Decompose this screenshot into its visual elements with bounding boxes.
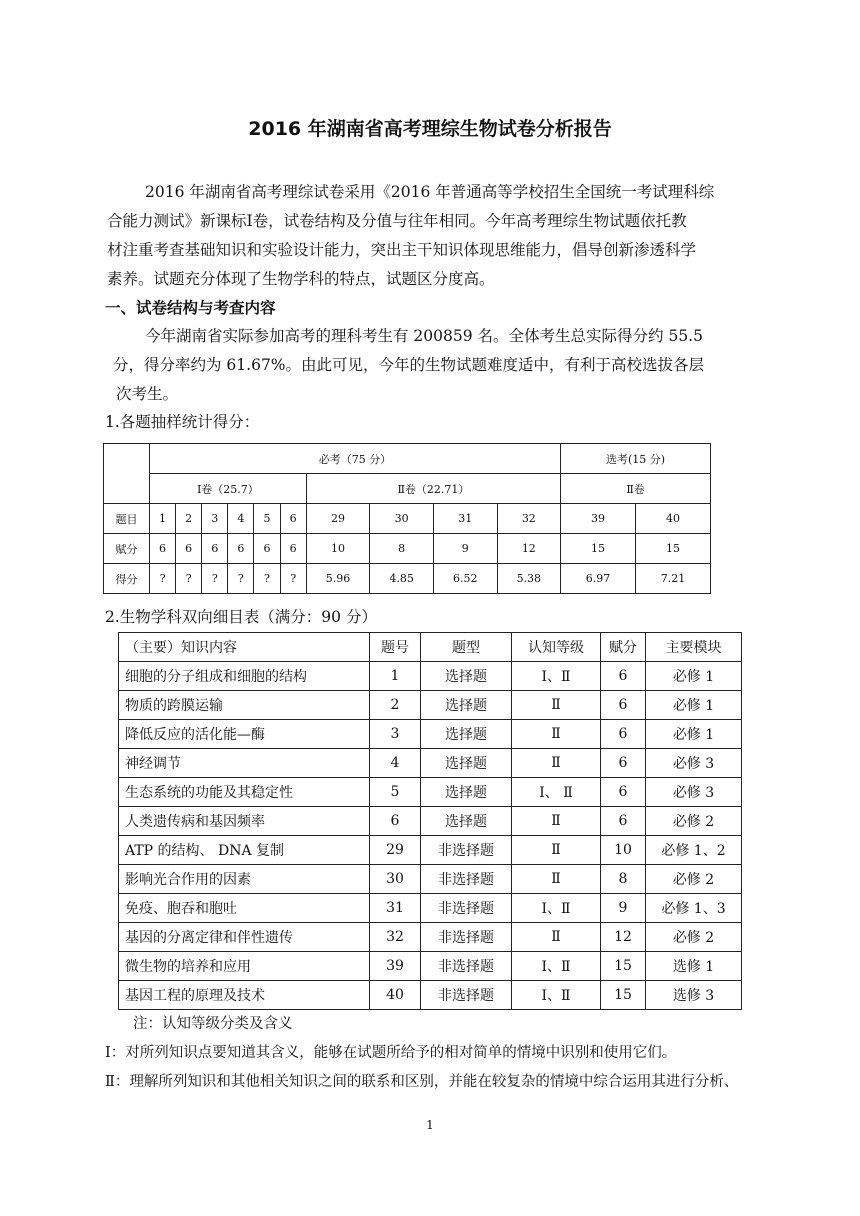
cell: 31 (433, 504, 497, 534)
cell: 30 (370, 504, 434, 534)
table-cell: Ⅰ、Ⅱ (512, 894, 601, 923)
section-heading-1: 一、试卷结构与考查内容 (105, 299, 276, 317)
table-cell: 影响光合作用的因素 (119, 865, 370, 894)
cell: 6 (228, 534, 254, 564)
cell: 8 (370, 534, 434, 564)
table-cell: 必修 1 (646, 720, 742, 749)
table-cell: Ⅱ (512, 720, 601, 749)
table-cell: 39 (370, 952, 421, 981)
table-cell: Ⅰ、Ⅱ (512, 952, 601, 981)
table-cell: Ⅱ (512, 807, 601, 836)
table-cell: 6 (601, 662, 646, 691)
table-cell: Ⅱ (512, 749, 601, 778)
cell: 5.96 (306, 564, 370, 594)
sec1-line-1: 今年湖南省实际参加高考的理科考生有 200859 名。全体考生总实际得分约 55.5 (145, 327, 703, 345)
cell: 6 (202, 534, 228, 564)
table-cell: 基因的分离定律和伴性遗传 (119, 923, 370, 952)
vol2b-header: Ⅱ卷 (561, 474, 711, 504)
table-cell: 物质的跨膜运输 (119, 691, 370, 720)
table-cell: 3 (370, 720, 421, 749)
table-cell: 选择题 (421, 807, 512, 836)
table-row (119, 778, 742, 807)
table-cell: 2 (370, 691, 421, 720)
cell: 6.97 (561, 564, 636, 594)
table-row (119, 865, 742, 894)
table-cell: 9 (601, 894, 646, 923)
item-1-heading: 1.各题抽样统计得分： (105, 413, 260, 431)
table-row (119, 720, 742, 749)
cell: 6 (280, 504, 306, 534)
cell: 3 (202, 504, 228, 534)
col-header: 认知等级 (512, 633, 601, 662)
intro-line-4: 素养。试题充分体现了生物学科的特点，试题区分度高。 (107, 270, 495, 288)
table-row (119, 807, 742, 836)
table-cell: 选择题 (421, 778, 512, 807)
table-cell: 8 (601, 865, 646, 894)
score-table (103, 443, 711, 594)
vol1-header: Ⅰ卷（25.7） (150, 474, 307, 504)
cell: ? (280, 564, 306, 594)
cell: 7.21 (636, 564, 711, 594)
table-cell: 15 (601, 981, 646, 1010)
note-level-2: Ⅱ：理解所列知识和其他相关知识之间的联系和区别，并能在较复杂的情境中综合运用其进行分析、 (105, 1074, 739, 1090)
cell: ? (150, 564, 176, 594)
table-cell: Ⅱ (512, 865, 601, 894)
cell: ? (228, 564, 254, 594)
table-cell: 12 (601, 923, 646, 952)
table-cell: 必修 2 (646, 865, 742, 894)
col-header: 赋分 (601, 633, 646, 662)
table-cell: 6 (601, 691, 646, 720)
table-cell: 选修 1 (646, 952, 742, 981)
table-cell: 基因工程的原理及技术 (119, 981, 370, 1010)
cell: 29 (306, 504, 370, 534)
table-cell: 4 (370, 749, 421, 778)
cell: 40 (636, 504, 711, 534)
cell: 6 (254, 534, 280, 564)
table-cell: 必修 1、3 (646, 894, 742, 923)
row-label: 得分 (104, 564, 150, 594)
knowledge-table (118, 632, 742, 1010)
table-cell: 非选择题 (421, 923, 512, 952)
table-cell: 15 (601, 952, 646, 981)
col-header: 题型 (421, 633, 512, 662)
cell: 10 (306, 534, 370, 564)
table-cell: 降低反应的活化能—酶 (119, 720, 370, 749)
table-cell: Ⅱ (512, 836, 601, 865)
intro-line-3: 材注重考查基础知识和实验设计能力，突出主干知识体现思维能力，倡导创新渗透科学 (107, 241, 697, 259)
cell: 6 (150, 534, 176, 564)
required-header: 必考（75 分） (150, 444, 561, 474)
table-row (119, 923, 742, 952)
table-cell: 必修 3 (646, 749, 742, 778)
table-cell: 非选择题 (421, 865, 512, 894)
table-row (104, 504, 711, 534)
table-cell: 选择题 (421, 749, 512, 778)
table-cell: 必修 2 (646, 807, 742, 836)
table-cell: 必修 2 (646, 923, 742, 952)
table-row (119, 981, 742, 1010)
intro-line-2: 合能力测试》新课标Ⅰ卷，试卷结构及分值与往年相同。今年高考理综生物试题依托教 (107, 212, 687, 230)
table-cell: 40 (370, 981, 421, 1010)
table-cell: 选修 3 (646, 981, 742, 1010)
table-cell: 32 (370, 923, 421, 952)
note-heading: 注：认知等级分类及含义 (133, 1016, 293, 1032)
table-cell: 6 (601, 778, 646, 807)
table-cell: 神经调节 (119, 749, 370, 778)
corner-cell (104, 444, 150, 504)
table-cell: 6 (601, 720, 646, 749)
col-header: （主要）知识内容 (119, 633, 370, 662)
cell: 5.38 (497, 564, 561, 594)
item-2-heading: 2.生物学科双向细目表（满分：90 分） (105, 608, 377, 626)
cell: 6 (176, 534, 202, 564)
optional-header: 选考(15 分) (561, 444, 711, 474)
cell: 6 (280, 534, 306, 564)
table-row (119, 952, 742, 981)
row-label: 赋分 (104, 534, 150, 564)
table-cell: 29 (370, 836, 421, 865)
cell: 32 (497, 504, 561, 534)
table-cell: 1 (370, 662, 421, 691)
cell: 1 (150, 504, 176, 534)
table-cell: 必修 1 (646, 691, 742, 720)
table-cell: Ⅰ、 Ⅱ (512, 778, 601, 807)
table-cell: 5 (370, 778, 421, 807)
cell: ? (202, 564, 228, 594)
table-cell: 31 (370, 894, 421, 923)
table-cell: 非选择题 (421, 981, 512, 1010)
table-cell: 免疫、胞吞和胞吐 (119, 894, 370, 923)
cell: 5 (254, 504, 280, 534)
cell: 39 (561, 504, 636, 534)
table-row (119, 836, 742, 865)
table-header-row (119, 633, 742, 662)
page-number: 1 (426, 1118, 434, 1132)
table-cell: 细胞的分子组成和细胞的结构 (119, 662, 370, 691)
page-title: 2016 年湖南省高考理综生物试卷分析报告 (248, 118, 612, 140)
table-cell: 微生物的培养和应用 (119, 952, 370, 981)
table-cell: 人类遗传病和基因频率 (119, 807, 370, 836)
table-cell: Ⅱ (512, 691, 601, 720)
table-cell: 选择题 (421, 662, 512, 691)
table-cell: 必修 3 (646, 778, 742, 807)
table-cell: ATP 的结构、 DNA 复制 (119, 836, 370, 865)
table-cell: 6 (601, 807, 646, 836)
table-cell: 非选择题 (421, 952, 512, 981)
sec1-line-2: 分，得分率约为 61.67%。由此可见，今年的生物试题难度适中，有利于高校选拔各层 (113, 356, 705, 374)
table-row (119, 691, 742, 720)
vol2-header: Ⅱ卷（22.71） (306, 474, 560, 504)
table-cell: 6 (370, 807, 421, 836)
sec1-line-3: 次考生。 (116, 385, 179, 403)
table-cell: 必修 1 (646, 662, 742, 691)
table-cell: 30 (370, 865, 421, 894)
table-row (104, 534, 711, 564)
row-label: 题目 (104, 504, 150, 534)
cell: 9 (433, 534, 497, 564)
cell: 15 (636, 534, 711, 564)
table-cell: 非选择题 (421, 894, 512, 923)
table-cell: 必修 1、2 (646, 836, 742, 865)
col-header: 主要模块 (646, 633, 742, 662)
cell: ? (254, 564, 280, 594)
table-row (119, 749, 742, 778)
table-cell: 选择题 (421, 720, 512, 749)
table-cell: Ⅱ (512, 923, 601, 952)
col-header: 题号 (370, 633, 421, 662)
cell: ? (176, 564, 202, 594)
cell: 6.52 (433, 564, 497, 594)
table-cell: 非选择题 (421, 836, 512, 865)
intro-line-1: 2016 年湖南省高考理综试卷采用《2016 年普通高等学校招生全国统一考试理科综 (145, 183, 715, 201)
table-cell: 6 (601, 749, 646, 778)
cell: 4 (228, 504, 254, 534)
table-row (119, 662, 742, 691)
table-cell: Ⅰ、Ⅱ (512, 981, 601, 1010)
table-cell: 选择题 (421, 691, 512, 720)
table-row (104, 564, 711, 594)
cell: 12 (497, 534, 561, 564)
cell: 15 (561, 534, 636, 564)
table-row (119, 894, 742, 923)
table-cell: 生态系统的功能及其稳定性 (119, 778, 370, 807)
table-cell: 10 (601, 836, 646, 865)
note-level-1: Ⅰ：对所列知识点要知道其含义，能够在试题所给予的相对简单的情境中识别和使用它们。 (105, 1045, 677, 1061)
table-cell: Ⅰ、Ⅱ (512, 662, 601, 691)
cell: 4.85 (370, 564, 434, 594)
cell: 2 (176, 504, 202, 534)
